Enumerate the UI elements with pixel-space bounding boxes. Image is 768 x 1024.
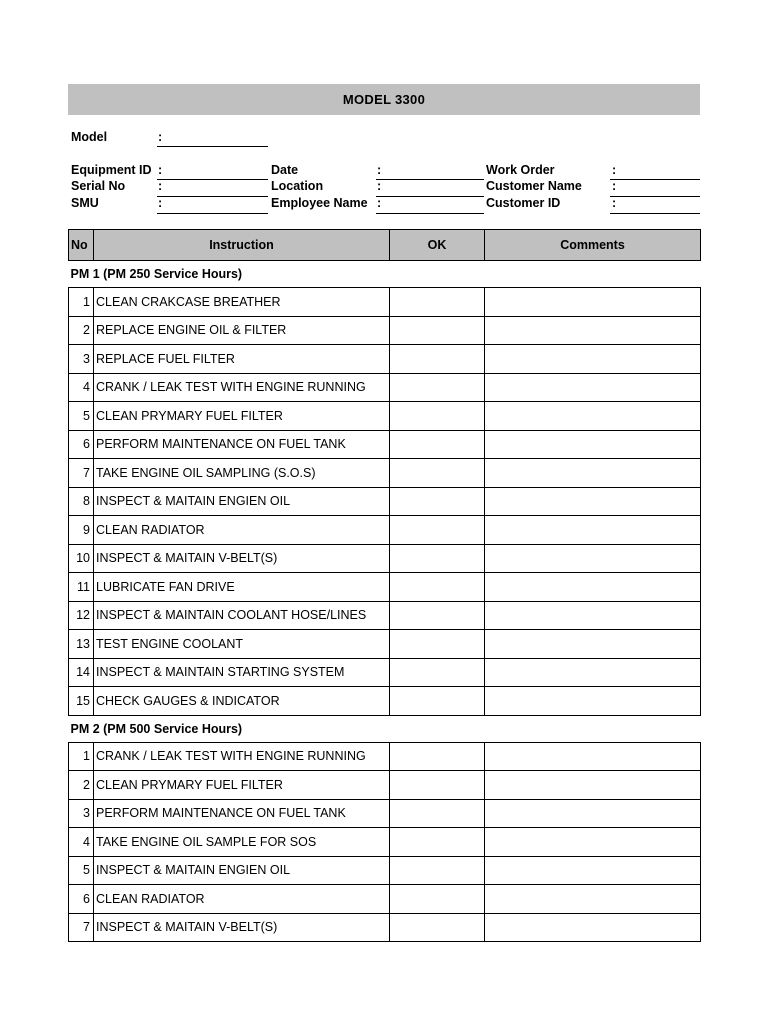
comments-cell[interactable] <box>485 799 701 828</box>
table-header-row <box>69 230 701 261</box>
comments-cell[interactable] <box>485 630 701 659</box>
item-number: 4 <box>69 828 94 857</box>
item-number: 9 <box>69 516 94 545</box>
item-number: 3 <box>69 345 94 374</box>
comments-cell[interactable] <box>485 345 701 374</box>
item-number: 1 <box>69 288 94 317</box>
section-title: PM 2 (PM 500 Service Hours) <box>70 721 243 736</box>
item-instruction: PERFORM MAINTENANCE ON FUEL TANK <box>94 430 390 459</box>
ok-cell[interactable] <box>390 799 485 828</box>
comments-cell[interactable] <box>485 373 701 402</box>
table-row <box>69 316 701 345</box>
column-header-no: No <box>69 230 94 261</box>
work-order-colon: : <box>612 163 617 177</box>
section-header-row <box>69 715 701 742</box>
item-instruction: CLEAN CRAKCASE BREATHER <box>94 288 390 317</box>
ok-cell[interactable] <box>390 402 485 431</box>
item-instruction: REPLACE ENGINE OIL & FILTER <box>94 316 390 345</box>
column-header-comments: Comments <box>485 230 701 261</box>
table-row <box>69 345 701 374</box>
ok-cell[interactable] <box>390 885 485 914</box>
ok-cell[interactable] <box>390 345 485 374</box>
date-field-line[interactable] <box>376 179 484 180</box>
ok-cell[interactable] <box>390 601 485 630</box>
table-row <box>69 913 701 942</box>
item-instruction: TEST ENGINE COOLANT <box>94 630 390 659</box>
item-instruction: PERFORM MAINTENANCE ON FUEL TANK <box>94 799 390 828</box>
item-number: 5 <box>69 402 94 431</box>
table-row <box>69 402 701 431</box>
item-number: 11 <box>69 573 94 602</box>
work-order-field-line[interactable] <box>610 179 700 180</box>
column-header-instruction: Instruction <box>94 230 390 261</box>
comments-cell[interactable] <box>485 913 701 942</box>
smu-label: SMU <box>71 196 99 210</box>
item-instruction: INSPECT & MAINTAIN STARTING SYSTEM <box>94 658 390 687</box>
item-instruction: INSPECT & MAITAIN V-BELT(S) <box>94 913 390 942</box>
equipment-id-colon: : <box>158 163 163 177</box>
ok-cell[interactable] <box>390 856 485 885</box>
item-number: 7 <box>69 459 94 488</box>
customer-id-field-line[interactable] <box>610 213 700 214</box>
item-instruction: CRANK / LEAK TEST WITH ENGINE RUNNING <box>94 373 390 402</box>
date-label: Date <box>271 163 299 177</box>
ok-cell[interactable] <box>390 913 485 942</box>
location-label: Location <box>271 179 324 193</box>
comments-cell[interactable] <box>485 573 701 602</box>
comments-cell[interactable] <box>485 516 701 545</box>
table-row <box>69 601 701 630</box>
section-title: PM 1 (PM 250 Service Hours) <box>70 267 243 281</box>
item-number: 10 <box>69 544 94 573</box>
item-instruction: CRANK / LEAK TEST WITH ENGINE RUNNING <box>94 742 390 771</box>
model-field-line[interactable] <box>157 146 268 147</box>
item-number: 2 <box>69 316 94 345</box>
customer-name-label: Customer Name <box>486 179 582 193</box>
comments-cell[interactable] <box>485 459 701 488</box>
item-number: 12 <box>69 601 94 630</box>
table-row <box>69 885 701 914</box>
comments-cell[interactable] <box>485 856 701 885</box>
table-row <box>69 742 701 771</box>
ok-cell[interactable] <box>390 487 485 516</box>
ok-cell[interactable] <box>390 544 485 573</box>
ok-cell[interactable] <box>390 742 485 771</box>
smu-colon: : <box>158 196 163 210</box>
item-number: 14 <box>69 658 94 687</box>
ok-cell[interactable] <box>390 516 485 545</box>
comments-cell[interactable] <box>485 487 701 516</box>
item-instruction: CLEAN RADIATOR <box>94 516 390 545</box>
employee-name-colon: : <box>377 196 382 210</box>
item-number: 15 <box>69 687 94 716</box>
table-row <box>69 459 701 488</box>
table-row <box>69 516 701 545</box>
item-instruction: INSPECT & MAINTAIN COOLANT HOSE/LINES <box>94 601 390 630</box>
item-instruction: CLEAN RADIATOR <box>94 885 390 914</box>
comments-cell[interactable] <box>485 402 701 431</box>
table-row <box>69 573 701 602</box>
comments-cell[interactable] <box>485 658 701 687</box>
item-instruction: CHECK GAUGES & INDICATOR <box>94 687 390 716</box>
item-instruction: INSPECT & MAITAIN ENGIEN OIL <box>94 487 390 516</box>
comments-cell[interactable] <box>485 828 701 857</box>
table-row <box>69 373 701 402</box>
ok-cell[interactable] <box>390 828 485 857</box>
table-row <box>69 544 701 573</box>
customer-name-field-line[interactable] <box>610 196 700 197</box>
serial-no-colon: : <box>158 179 163 193</box>
comments-cell[interactable] <box>485 544 701 573</box>
employee-name-label: Employee Name <box>271 196 368 210</box>
table-row <box>69 288 701 317</box>
ok-cell[interactable] <box>390 573 485 602</box>
checklist-table <box>68 229 701 942</box>
serial-no-field-line[interactable] <box>157 196 268 197</box>
comments-cell[interactable] <box>485 316 701 345</box>
item-instruction: CLEAN PRYMARY FUEL FILTER <box>94 771 390 800</box>
item-instruction: TAKE ENGINE OIL SAMPLE FOR SOS <box>94 828 390 857</box>
ok-cell[interactable] <box>390 459 485 488</box>
comments-cell[interactable] <box>485 771 701 800</box>
equipment-id-label: Equipment ID <box>71 163 152 177</box>
location-colon: : <box>377 179 382 193</box>
item-number: 4 <box>69 373 94 402</box>
ok-cell[interactable] <box>390 687 485 716</box>
ok-cell[interactable] <box>390 288 485 317</box>
comments-cell[interactable] <box>485 601 701 630</box>
item-instruction: CLEAN PRYMARY FUEL FILTER <box>94 402 390 431</box>
item-number: 3 <box>69 799 94 828</box>
section-header-row <box>69 261 701 288</box>
item-instruction: LUBRICATE FAN DRIVE <box>94 573 390 602</box>
serial-no-label: Serial No <box>71 179 126 193</box>
table-row <box>69 828 701 857</box>
table-row <box>69 430 701 459</box>
table-row <box>69 487 701 516</box>
table-row <box>69 799 701 828</box>
comments-cell[interactable] <box>485 742 701 771</box>
ok-cell[interactable] <box>390 316 485 345</box>
model-label: Model <box>71 130 108 144</box>
table-row <box>69 630 701 659</box>
item-instruction: INSPECT & MAITAIN V-BELT(S) <box>94 544 390 573</box>
location-field-line[interactable] <box>376 196 484 197</box>
comments-cell[interactable] <box>485 885 701 914</box>
form-title: MODEL 3300 <box>68 84 700 115</box>
item-number: 1 <box>69 742 94 771</box>
item-instruction: INSPECT & MAITAIN ENGIEN OIL <box>94 856 390 885</box>
item-number: 6 <box>69 430 94 459</box>
item-number: 8 <box>69 487 94 516</box>
column-header-ok: OK <box>390 230 485 261</box>
date-colon: : <box>377 163 382 177</box>
ok-cell[interactable] <box>390 771 485 800</box>
comments-cell[interactable] <box>485 687 701 716</box>
table-row <box>69 771 701 800</box>
ok-cell[interactable] <box>390 630 485 659</box>
customer-id-colon: : <box>612 196 617 210</box>
equipment-id-field-line[interactable] <box>157 179 268 180</box>
customer-name-colon: : <box>612 179 617 193</box>
employee-name-field-line[interactable] <box>376 213 484 214</box>
item-instruction: TAKE ENGINE OIL SAMPLING (S.O.S) <box>94 459 390 488</box>
ok-cell[interactable] <box>390 658 485 687</box>
item-number: 7 <box>69 913 94 942</box>
item-instruction: REPLACE FUEL FILTER <box>94 345 390 374</box>
model-colon: : <box>158 130 163 144</box>
work-order-label: Work Order <box>486 163 555 177</box>
ok-cell[interactable] <box>390 373 485 402</box>
table-row <box>69 658 701 687</box>
item-number: 13 <box>69 630 94 659</box>
item-number: 2 <box>69 771 94 800</box>
comments-cell[interactable] <box>485 288 701 317</box>
ok-cell[interactable] <box>390 430 485 459</box>
table-row <box>69 687 701 716</box>
item-number: 6 <box>69 885 94 914</box>
comments-cell[interactable] <box>485 430 701 459</box>
item-number: 5 <box>69 856 94 885</box>
table-row <box>69 856 701 885</box>
smu-field-line[interactable] <box>157 213 268 214</box>
customer-id-label: Customer ID <box>486 196 561 210</box>
